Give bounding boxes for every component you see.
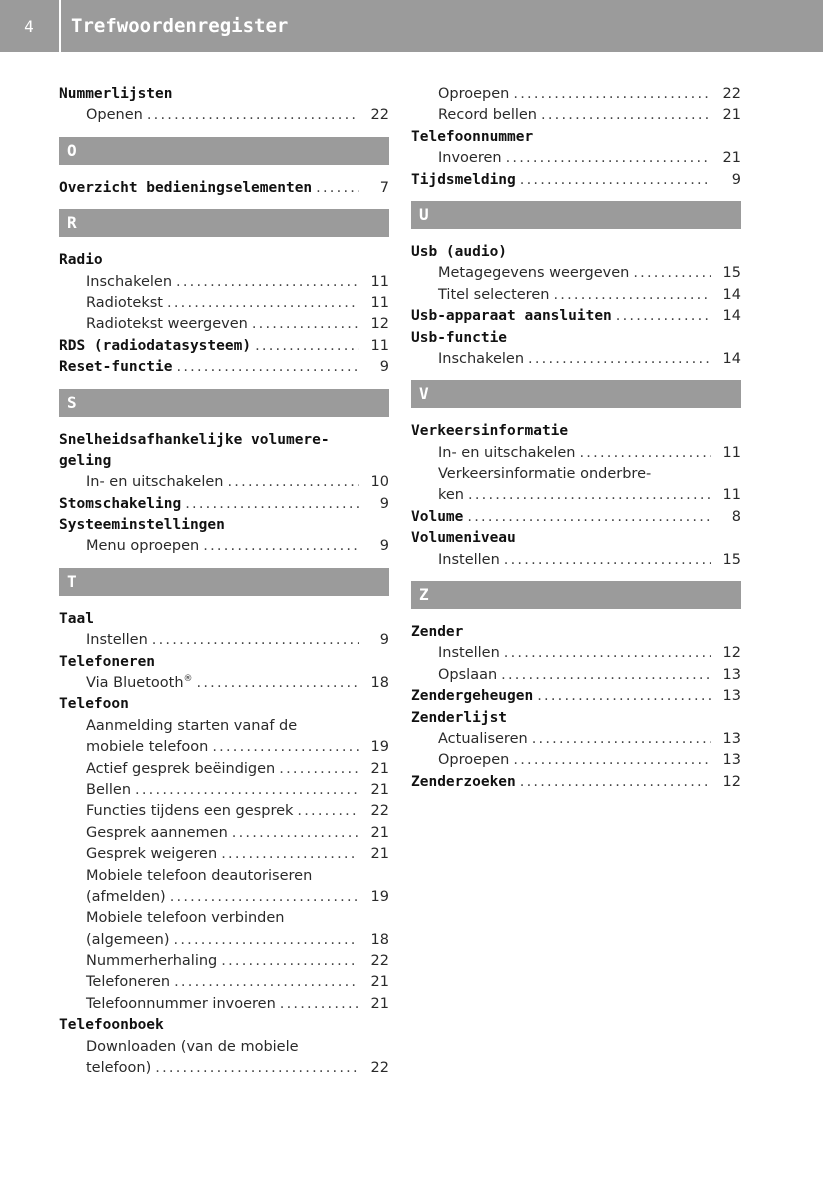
- page-reference: 11: [722, 444, 741, 461]
- entry-term-text: telefoon): [86, 1060, 152, 1077]
- page-reference: 12: [722, 645, 741, 662]
- entry-term: [86, 293, 163, 314]
- entry-term-text: Record bellen: [438, 107, 538, 124]
- entry-term-text: Telefoneren: [86, 974, 171, 991]
- entry-term: [86, 759, 275, 780]
- page-reference: 18: [370, 931, 389, 948]
- dot-leader: [212, 737, 359, 758]
- entry-term: [438, 285, 549, 306]
- entry-term-text: Zendergeheugen: [411, 688, 534, 705]
- entry-term-text: Snelheidsafhankelijke volumere-: [59, 431, 330, 448]
- section-letter-bar: V: [411, 380, 741, 408]
- entry-term: [438, 750, 509, 771]
- dot-leader: [520, 170, 711, 191]
- index-entry: [411, 170, 741, 191]
- index-subentry: [59, 908, 389, 929]
- dot-leader: [616, 306, 711, 327]
- page-reference: 21: [370, 974, 389, 991]
- index-entry: [411, 622, 741, 643]
- entry-term-text: Overzicht bedieningselementen: [59, 179, 313, 196]
- dot-leader: [537, 686, 711, 707]
- dot-leader: [203, 536, 359, 557]
- index-subentry: [59, 472, 389, 493]
- entry-term: [59, 451, 111, 472]
- page-reference: 14: [722, 350, 741, 367]
- dot-leader: [221, 951, 359, 972]
- page-reference: 13: [722, 752, 741, 769]
- section-letter-bar: S: [59, 389, 389, 417]
- entry-term-text: In- en uitschakelen: [438, 444, 576, 461]
- page-number: 4: [24, 16, 34, 36]
- entry-term-text: Radio: [59, 252, 103, 269]
- entry-term: [59, 652, 155, 673]
- registered-mark: ®: [183, 674, 193, 685]
- index-subentry: [411, 750, 741, 771]
- index-entry: [411, 708, 741, 729]
- dot-leader: [501, 665, 711, 686]
- page-reference: 10: [370, 474, 389, 491]
- index-entry: [59, 451, 389, 472]
- entry-term-text: Inschakelen: [86, 273, 173, 290]
- index-subentry: [411, 665, 741, 686]
- dot-leader: [135, 780, 359, 801]
- entry-term: [411, 528, 516, 549]
- page-reference: 14: [722, 286, 741, 303]
- index-subentry: [59, 293, 389, 314]
- index-subentry: [59, 630, 389, 651]
- entry-term: [86, 780, 131, 801]
- entry-term: [59, 336, 251, 357]
- index-entry: [411, 507, 741, 528]
- dot-leader: [255, 336, 359, 357]
- entry-term: [86, 908, 285, 929]
- entry-term-text: Actualiseren: [438, 730, 528, 747]
- index-subentry: [411, 349, 741, 370]
- entry-term: [86, 1058, 151, 1079]
- dot-leader: [468, 485, 711, 506]
- entry-term: [438, 148, 502, 169]
- entry-term-text: Metagegevens weergeven: [438, 265, 630, 282]
- entry-term: [438, 84, 509, 105]
- entry-term: [59, 178, 312, 199]
- entry-term: [86, 887, 166, 908]
- page-reference: 13: [722, 688, 741, 705]
- index-entry: [59, 178, 389, 199]
- dot-leader: [252, 314, 359, 335]
- index-subentry: [411, 84, 741, 105]
- dot-leader: [221, 844, 359, 865]
- page-reference: 12: [722, 773, 741, 790]
- page-reference: 15: [722, 265, 741, 282]
- entry-term: [59, 494, 181, 515]
- entry-term-text: ken: [438, 487, 464, 504]
- entry-term: [411, 686, 533, 707]
- entry-term-text: Nummerherhaling: [86, 953, 218, 970]
- index-entry: [411, 328, 741, 349]
- entry-term: [438, 263, 629, 284]
- index-subentry: [59, 314, 389, 335]
- entry-term: [438, 464, 651, 485]
- index-entry: [411, 242, 741, 263]
- index-entry: [59, 694, 389, 715]
- dot-leader: [280, 994, 359, 1015]
- page-reference: 22: [370, 953, 389, 970]
- page-reference: 9: [731, 171, 741, 188]
- entry-term-text: Telefoonnummer: [411, 128, 534, 145]
- page-reference: 14: [722, 308, 741, 325]
- entry-term-text: Zenderzoeken: [411, 773, 516, 790]
- index-entry: [59, 250, 389, 271]
- entry-term-text: Usb-apparaat aansluiten: [411, 308, 612, 325]
- section-letter-bar: T: [59, 568, 389, 596]
- entry-term-text: Usb-functie: [411, 329, 508, 346]
- entry-term: [438, 665, 497, 686]
- page-reference: 22: [722, 85, 741, 102]
- entry-term: [411, 127, 533, 148]
- entry-term: [86, 314, 248, 335]
- entry-term: [438, 443, 575, 464]
- page-title: Trefwoordenregister: [71, 15, 289, 37]
- index-subentry: [59, 737, 389, 758]
- entry-term-text: Volumeniveau: [411, 530, 516, 547]
- entry-term-text: Volume: [411, 508, 464, 525]
- entry-term: [86, 630, 148, 651]
- dot-leader: [185, 494, 359, 515]
- index-entry: [411, 306, 741, 327]
- index-entry: [59, 652, 389, 673]
- index-subentry: [59, 105, 389, 126]
- index-entry: [411, 127, 741, 148]
- entry-term-text: Radiotekst weergeven: [86, 316, 248, 333]
- index-subentry: [59, 759, 389, 780]
- dot-leader: [513, 750, 711, 771]
- entry-term-text: Invoeren: [438, 150, 502, 167]
- entry-term: [59, 357, 173, 378]
- dot-leader: [177, 357, 360, 378]
- entry-term: [86, 536, 199, 557]
- index-subentry: [411, 729, 741, 750]
- page-reference: 11: [722, 487, 741, 504]
- dot-leader: [579, 443, 711, 464]
- index-entry: [411, 772, 741, 793]
- entry-term-text: Stomschakeling: [59, 495, 182, 512]
- index-entry: [59, 1015, 389, 1036]
- page-reference: 9: [379, 359, 389, 376]
- entry-term: [411, 772, 516, 793]
- page-reference: 11: [370, 337, 389, 354]
- entry-term-text: Usb (audio): [411, 243, 508, 260]
- entry-term: [86, 801, 293, 822]
- index-subentry: [59, 994, 389, 1015]
- entry-term-text: Telefoonnummer invoeren: [86, 995, 276, 1012]
- page-reference: 11: [370, 294, 389, 311]
- entry-term: [86, 105, 143, 126]
- entry-term: [86, 994, 276, 1015]
- page-reference: 11: [370, 273, 389, 290]
- dot-leader: [504, 550, 711, 571]
- entry-term-text: Reset-functie: [59, 359, 173, 376]
- index-subentry: [411, 263, 741, 284]
- entry-term: [411, 242, 507, 263]
- entry-term: [438, 349, 524, 370]
- entry-term-text: Nummerlijsten: [59, 85, 173, 102]
- entry-term: [86, 823, 228, 844]
- dot-leader: [506, 148, 711, 169]
- page-reference: 18: [370, 675, 389, 692]
- dot-leader: [155, 1058, 359, 1079]
- entry-term: [59, 84, 173, 105]
- entry-term: [411, 421, 568, 442]
- index-subentry: [59, 272, 389, 293]
- entry-term-text: Mobiele telefoon deautoriseren: [86, 867, 313, 884]
- entry-term-text: (afmelden): [86, 888, 166, 905]
- index-entry: [411, 528, 741, 549]
- index-entry: [411, 421, 741, 442]
- index-subentry: [59, 1037, 389, 1058]
- page-reference: 21: [722, 107, 741, 124]
- section-letter-bar: U: [411, 201, 741, 229]
- entry-term-text: Systeeminstellingen: [59, 517, 225, 534]
- index-subentry: [411, 443, 741, 464]
- dot-leader: [532, 729, 711, 750]
- entry-term-text: Instellen: [438, 551, 500, 568]
- dot-leader: [528, 349, 711, 370]
- page-reference: 19: [370, 739, 389, 756]
- dot-leader: [176, 272, 359, 293]
- entry-term-text: Gesprek aannemen: [86, 824, 228, 841]
- dot-leader: [504, 643, 711, 664]
- page-reference: 19: [370, 888, 389, 905]
- page-reference: 22: [370, 803, 389, 820]
- entry-term-text: Verkeersinformatie: [411, 423, 569, 440]
- index-subentry: [59, 951, 389, 972]
- entry-term-text: Telefoon: [59, 696, 129, 713]
- page-reference: 21: [370, 760, 389, 777]
- entry-term: [86, 272, 172, 293]
- entry-term-text: Oproepen: [438, 752, 510, 769]
- entry-term: [438, 105, 537, 126]
- entry-term: [86, 1037, 299, 1058]
- index-column-left: [59, 84, 389, 1079]
- entry-term-text: Menu oproepen: [86, 538, 200, 555]
- entry-term: [86, 472, 223, 493]
- page-reference: 21: [722, 150, 741, 167]
- index-column-right: [411, 84, 741, 793]
- entry-term-text: Titel selecteren: [438, 286, 550, 303]
- index-entry: [59, 336, 389, 357]
- entry-term: [86, 866, 312, 887]
- section-letter-bar: O: [59, 137, 389, 165]
- dot-leader: [279, 759, 359, 780]
- entry-term: [438, 485, 464, 506]
- page-reference: 21: [370, 846, 389, 863]
- dot-leader: [633, 263, 711, 284]
- entry-term-text: Taal: [59, 610, 94, 627]
- entry-term-text: Actief gesprek beëindigen: [86, 760, 276, 777]
- entry-term: [59, 1015, 164, 1036]
- index-entry: [59, 494, 389, 515]
- entry-term: [86, 930, 170, 951]
- dot-leader: [316, 178, 359, 199]
- index-entry: [59, 609, 389, 630]
- entry-term-text: Gesprek weigeren: [86, 846, 218, 863]
- entry-term: [411, 170, 516, 191]
- dot-leader: [297, 801, 359, 822]
- entry-term: [59, 430, 330, 451]
- dot-leader: [232, 823, 359, 844]
- page-reference: 21: [370, 824, 389, 841]
- page-reference: 9: [379, 495, 389, 512]
- entry-term: [86, 951, 217, 972]
- entry-term: [411, 306, 612, 327]
- dot-leader: [174, 972, 359, 993]
- index-subentry: [411, 464, 741, 485]
- entry-term-text: Downloaden (van de mobiele: [86, 1038, 299, 1055]
- entry-term: [86, 716, 297, 737]
- entry-term-text: Telefoonboek: [59, 1017, 164, 1034]
- entry-term: [86, 844, 217, 865]
- index-subentry: [59, 1058, 389, 1079]
- dot-leader: [170, 887, 359, 908]
- dot-leader: [152, 630, 359, 651]
- index-subentry: [411, 643, 741, 664]
- entry-term: [438, 643, 500, 664]
- entry-term-text: Instellen: [86, 632, 148, 649]
- page-reference: 21: [370, 995, 389, 1012]
- entry-term-text: mobiele telefoon: [86, 739, 209, 756]
- dot-leader: [167, 293, 359, 314]
- index-subentry: [59, 930, 389, 951]
- entry-term: [86, 737, 208, 758]
- entry-term-text: Radiotekst: [86, 294, 163, 311]
- page-reference: 13: [722, 666, 741, 683]
- page-reference: 9: [379, 632, 389, 649]
- page-reference: 22: [370, 107, 389, 124]
- entry-term-text: (algemeen): [86, 931, 170, 948]
- index-entry: [59, 84, 389, 105]
- entry-term-text: Functies tijdens een gesprek: [86, 803, 294, 820]
- entry-term: [86, 972, 170, 993]
- dot-leader: [553, 285, 711, 306]
- header-divider: [59, 0, 61, 52]
- entry-term: [438, 550, 500, 571]
- index-entry: [59, 430, 389, 451]
- index-entry: [59, 515, 389, 536]
- dot-leader: [174, 930, 359, 951]
- index-subentry: [411, 105, 741, 126]
- index-subentry: [59, 716, 389, 737]
- index-subentry: [411, 485, 741, 506]
- entry-term-text: Tijdsmelding: [411, 171, 516, 188]
- entry-term-text: Verkeersinformatie onderbre-: [438, 466, 652, 483]
- index-subentry: [411, 148, 741, 169]
- entry-term: [59, 250, 103, 271]
- index-entry: [59, 357, 389, 378]
- page-reference: 8: [731, 508, 741, 525]
- index-subentry: [59, 844, 389, 865]
- page-reference: 15: [722, 551, 741, 568]
- entry-term-text: Mobiele telefoon verbinden: [86, 910, 285, 927]
- page-reference: 13: [722, 730, 741, 747]
- dot-leader: [197, 673, 359, 694]
- entry-term: [411, 328, 507, 349]
- dot-leader: [227, 472, 359, 493]
- index-subentry: [59, 673, 389, 694]
- page-reference: 22: [370, 1060, 389, 1077]
- page-reference: 9: [379, 538, 389, 555]
- entry-term: [59, 694, 129, 715]
- index-subentry: [411, 550, 741, 571]
- entry-term-text: Openen: [86, 107, 143, 124]
- dot-leader: [513, 84, 711, 105]
- entry-term-text: In- en uitschakelen: [86, 474, 224, 491]
- index-subentry: [411, 285, 741, 306]
- entry-term-text: Oproepen: [438, 85, 510, 102]
- dot-leader: [541, 105, 711, 126]
- index-subentry: [59, 780, 389, 801]
- section-letter-bar: Z: [411, 581, 741, 609]
- entry-term-text: Via Bluetooth: [86, 675, 184, 692]
- entry-term-text: Opslaan: [438, 666, 498, 683]
- entry-term: [411, 708, 507, 729]
- page-reference: 7: [379, 179, 389, 196]
- entry-term: [86, 673, 193, 694]
- page-reference: 21: [370, 781, 389, 798]
- entry-term: [59, 515, 225, 536]
- entry-term-text: Inschakelen: [438, 350, 525, 367]
- entry-term-text: RDS (radiodatasysteem): [59, 337, 252, 354]
- page-reference: 12: [370, 316, 389, 333]
- index-subentry: [59, 973, 389, 994]
- entry-term: [411, 507, 463, 528]
- dot-leader: [520, 772, 711, 793]
- index-subentry: [59, 887, 389, 908]
- index-subentry: [59, 801, 389, 822]
- entry-term-text: Bellen: [86, 781, 132, 798]
- entry-term: [411, 622, 463, 643]
- index-subentry: [59, 823, 389, 844]
- entry-term-text: Aanmelding starten vanaf de: [86, 717, 298, 734]
- index-subentry: [59, 536, 389, 557]
- entry-term-text: Instellen: [438, 645, 500, 662]
- entry-term-text: Zenderlijst: [411, 709, 508, 726]
- dot-leader: [467, 507, 711, 528]
- index-subentry: [59, 866, 389, 887]
- entry-term: [59, 609, 94, 630]
- page-header: [0, 0, 823, 52]
- entry-term-text: Zender: [411, 624, 464, 641]
- entry-term: [438, 729, 528, 750]
- index-entry: [411, 686, 741, 707]
- entry-term-text: geling: [59, 452, 112, 469]
- section-letter-bar: R: [59, 209, 389, 237]
- entry-term-text: Telefoneren: [59, 653, 156, 670]
- dot-leader: [147, 105, 359, 126]
